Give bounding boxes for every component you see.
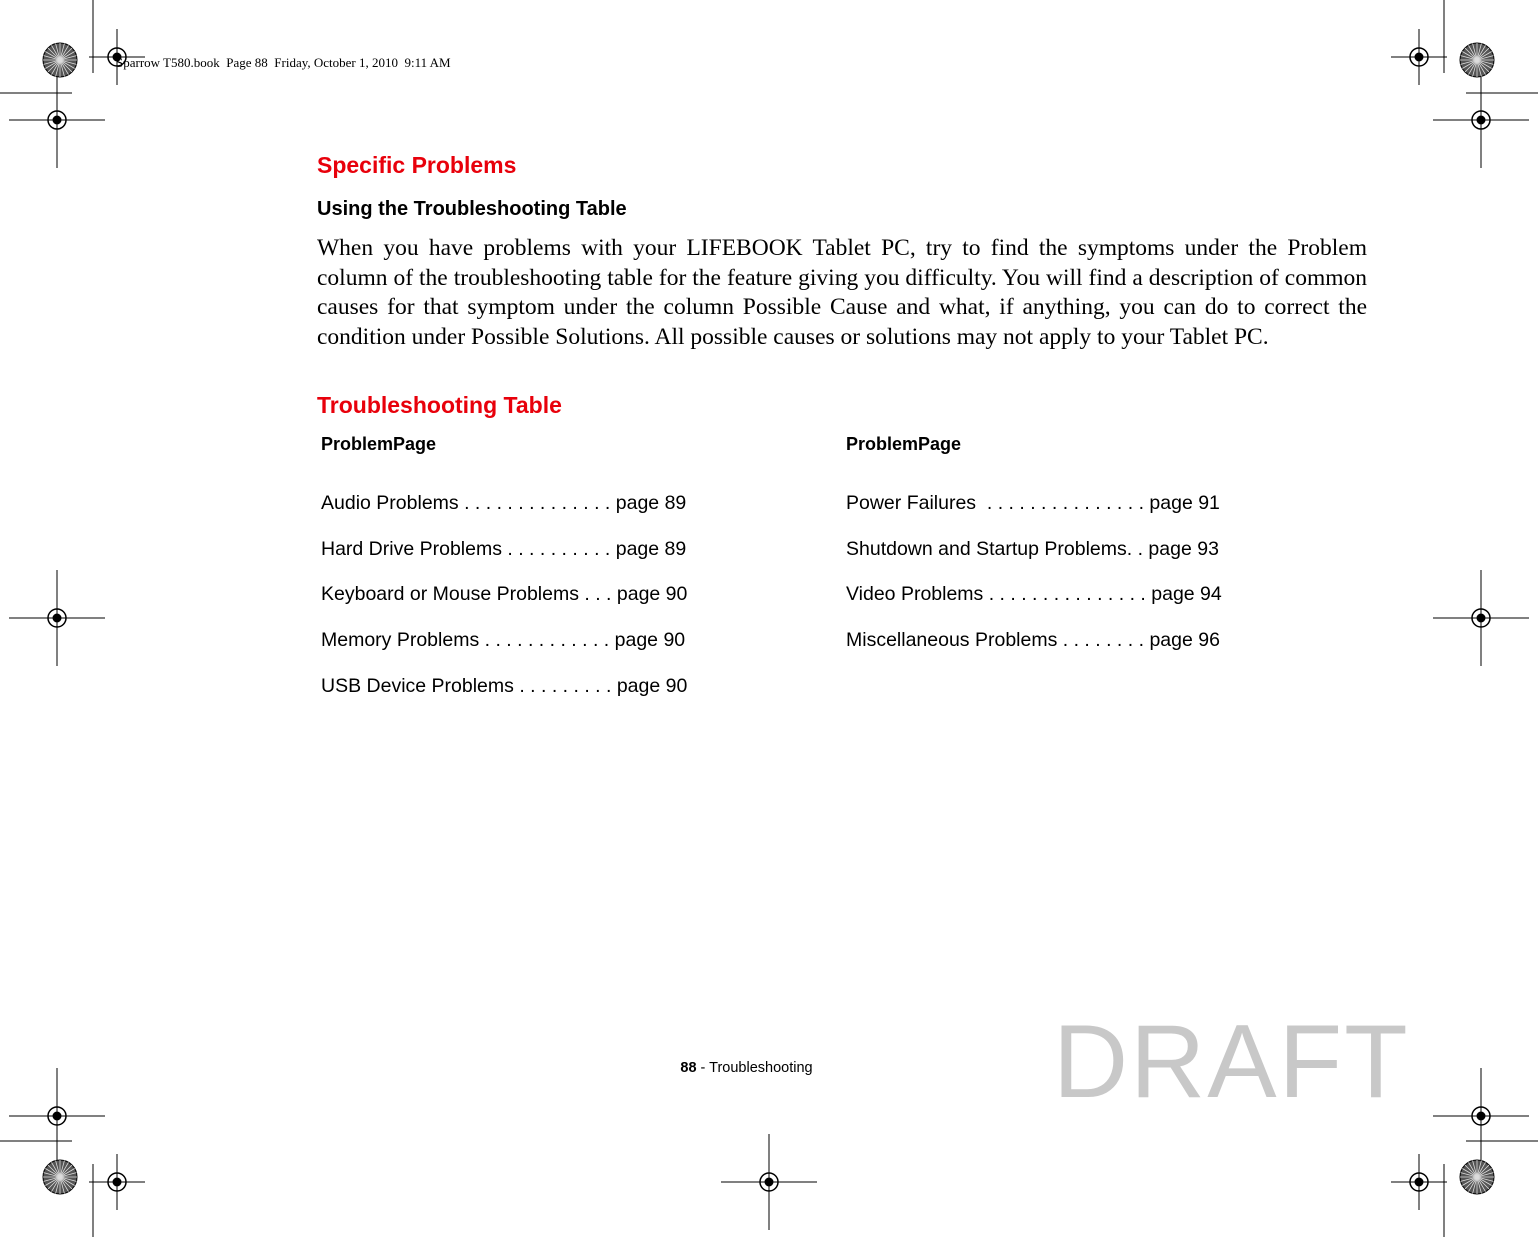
file-slug: Sparrow T580.book Page 88 Friday, October 1, 2010 9:11 AM	[116, 55, 451, 70]
table-title: Troubleshooting Table	[317, 392, 562, 418]
toc-entry-memory[interactable]: Memory Problems . . . . . . . . . . . . page 90	[321, 629, 686, 651]
subsection-title: Using the Troubleshooting Table	[317, 198, 627, 220]
right-column-header: ProblemPage	[846, 434, 962, 454]
toc-entry-video[interactable]: Video Problems . . . . . . . . . . . . . . . page 94	[846, 583, 1222, 605]
toc-entry-usb-device[interactable]: USB Device Problems . . . . . . . . . page 90	[321, 675, 688, 697]
toc-entry-shutdown-startup[interactable]: Shutdown and Startup Problems. . page 93	[846, 538, 1219, 560]
footer-section: - Troubleshooting	[696, 1060, 813, 1076]
left-column-header: ProblemPage	[321, 434, 437, 454]
body-paragraph: When you have problems with your LIFEBOOK Tablet PC, try to find the symptoms under the Problem column of the troubleshooting table for the feature giving you difficulty. You will find a description of common causes for that symptom under the column Possible Cause and what, if anything, you can do to correct the condition under Possible Solutions. All possible causes or solutions may not apply to your Tablet PC.	[317, 235, 1367, 350]
toc-entry-miscellaneous[interactable]: Miscellaneous Problems . . . . . . . . page 96	[846, 629, 1220, 651]
toc-entry-power-failures[interactable]: Power Failures . . . . . . . . . . . . . . . page 91	[846, 492, 1220, 514]
toc-entry-keyboard-mouse[interactable]: Keyboard or Mouse Problems . . . page 90	[321, 583, 688, 605]
toc-entry-audio[interactable]: Audio Problems . . . . . . . . . . . . . . page 89	[321, 492, 687, 514]
footer-page-number: 88	[680, 1060, 697, 1076]
draft-watermark: DRAFT	[1053, 1004, 1410, 1120]
section-title: Specific Problems	[317, 152, 517, 178]
toc-entry-hard-drive[interactable]: Hard Drive Problems . . . . . . . . . . page 89	[321, 538, 687, 560]
